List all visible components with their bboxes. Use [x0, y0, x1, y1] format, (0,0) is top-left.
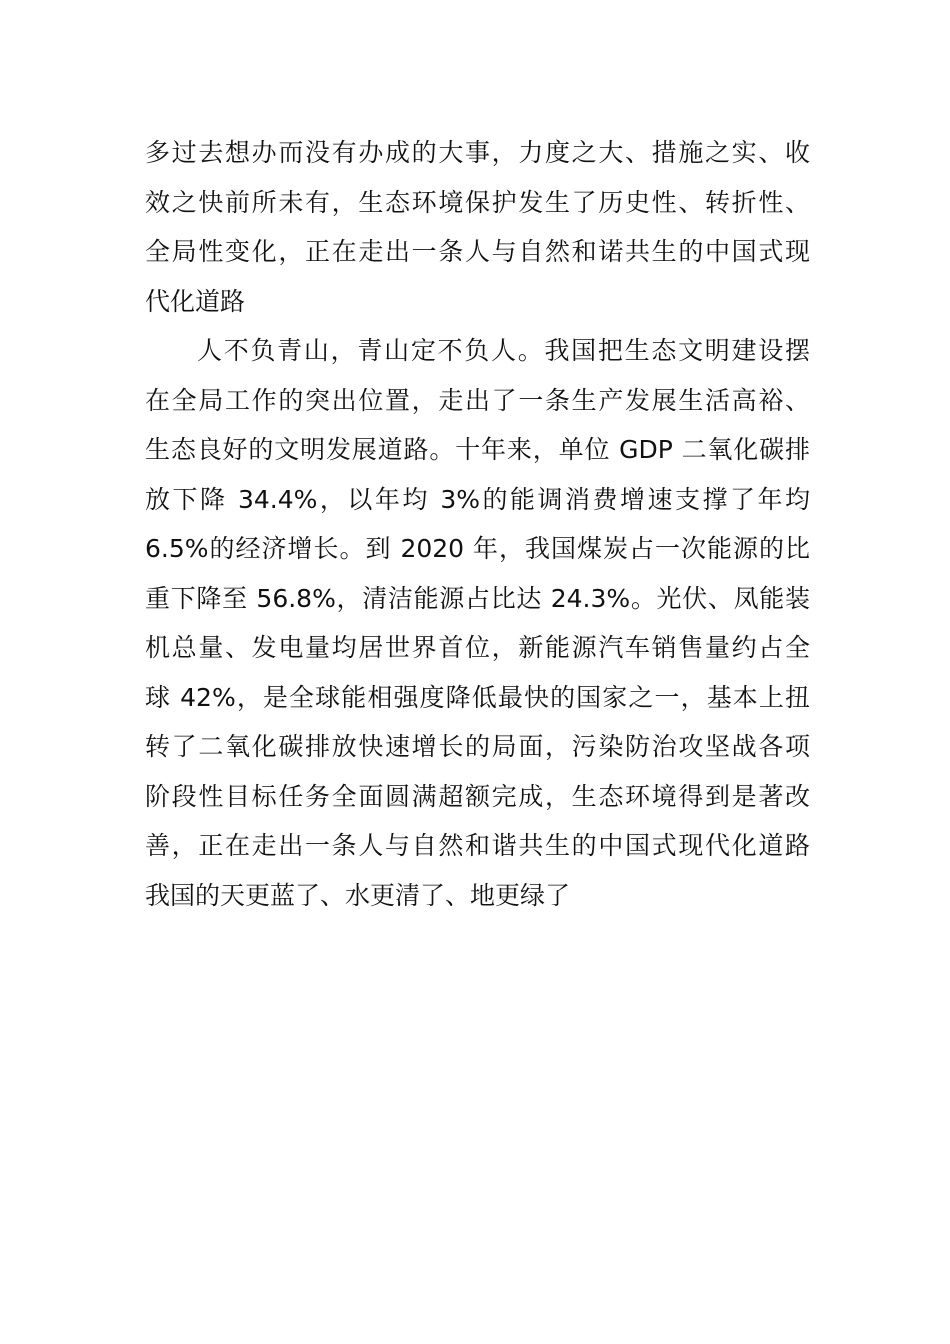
- paragraph-1-line: 多过去想办而没有办成的大事，力度之大、措施之实、收: [145, 138, 810, 167]
- paragraph-1-line: 效之快前所未有，生态环境保护发生了历史性、转折性、: [145, 187, 810, 217]
- paragraph-2-line: 6.5%的经济增长。到 2020 年，我国煤炭占一次能源的比: [145, 534, 810, 563]
- paragraph-2-line: 转了二氧化碳排放快速增长的局面，污染防治攻坚战各项: [145, 732, 810, 761]
- paragraph-2-line: 在全局工作的突出位置，走出了一条生产发展生活高裕、: [145, 385, 810, 415]
- paragraph-1: [145, 128, 810, 326]
- paragraph-2-line: 生态良好的文明发展道路。十年来，单位 GDP 二氧化碳排: [145, 435, 810, 464]
- paragraph-2-line: 人不负青山，青山定不负人。我国把生态文明建设摆: [197, 336, 810, 365]
- paragraph-2-line: 善，正在走出一条人与自然和谐共生的中国式现代化道路: [145, 831, 810, 860]
- paragraph-2-line: 阶段性目标任务全面圆满超额完成，生态环境得到是著改: [145, 781, 810, 811]
- paragraph-2-line: 球 42%，是全球能相强度降低最快的国家之一，基本上扭: [145, 682, 810, 712]
- paragraph-2-line: 我国的天更蓝了、水更清了、地更绿了: [145, 880, 571, 910]
- paragraph-2-line: 重下降至 56.8%，清洁能源占比达 24.3%。光伏、凤能装: [145, 583, 810, 613]
- paragraph-2-line: 放下降 34.4%，以年均 3%的能调消费增速支撑了年均: [145, 484, 810, 514]
- paragraph-1-line: 代化道路: [145, 286, 246, 316]
- paragraph-1-line: 全局性变化，正在走出一条人与自然和诺共生的中国式现: [145, 237, 810, 266]
- paragraph-2: [145, 326, 810, 920]
- paragraph-2-line: 机总量、发电量均居世界首位，新能源汽车销售量约占全: [145, 633, 810, 662]
